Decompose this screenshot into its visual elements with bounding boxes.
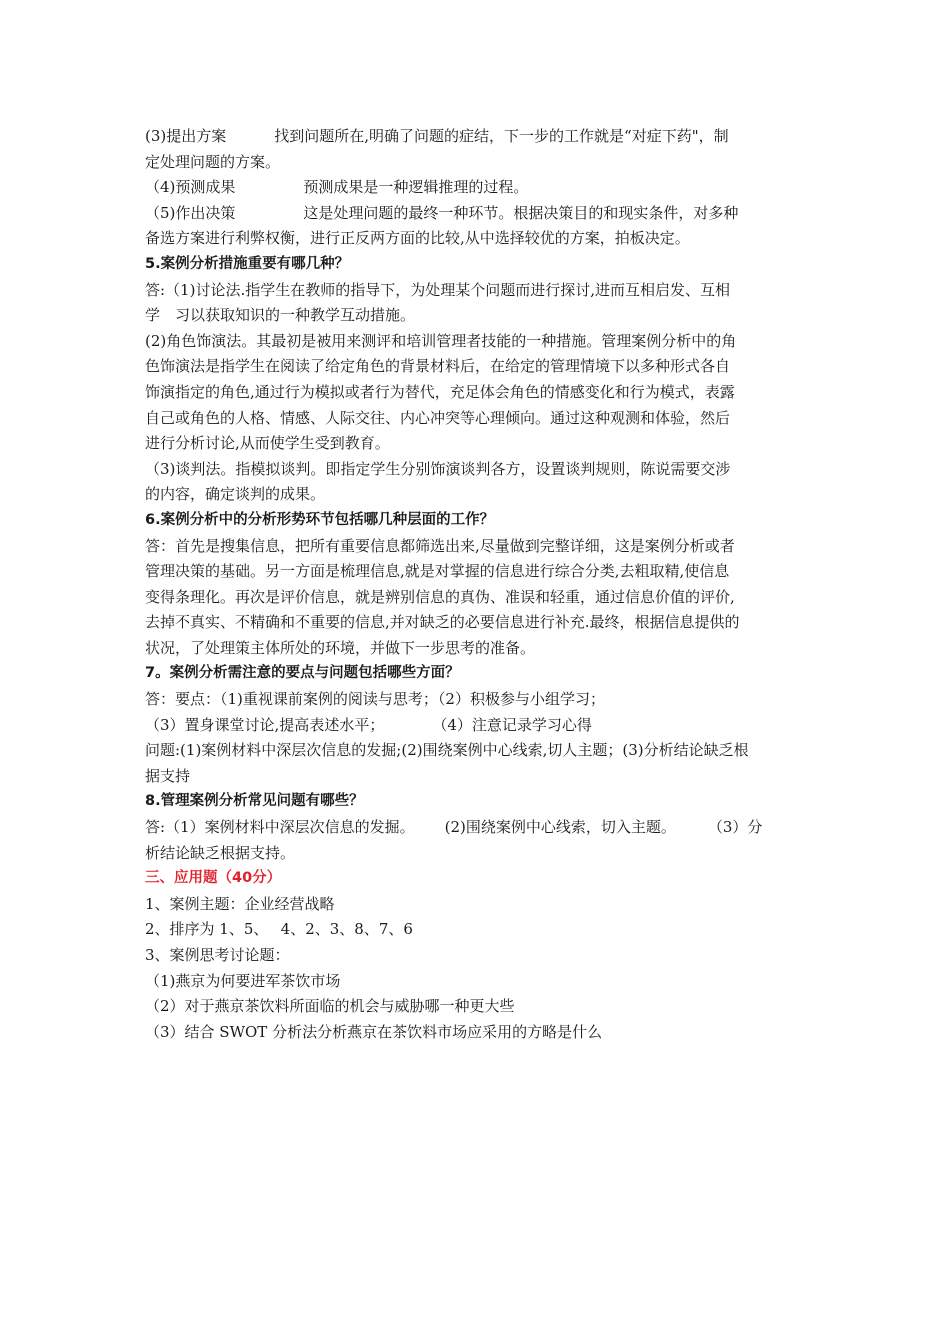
text-line: 状况，了处理策主体所处的环境，并做下一步思考的准备。 <box>145 638 536 657</box>
list-item: （2）对于燕京茶饮料所面临的机会与威胁哪一种更大些 <box>145 997 515 1016</box>
answer-part-3: （3）分 <box>707 818 763 837</box>
document-body <box>145 124 807 1045</box>
text-line: (2)角色饰演法。其最初是被用来测评和培训管理者技能的一种措施。管理案例分析中的角 <box>145 331 737 350</box>
question-7-heading: 7。案例分析需注意的要点与问题包括哪些方面？ <box>145 665 460 682</box>
text-line: 析结论缺乏根据支持。 <box>145 843 296 862</box>
text-line: 的内容，确定谈判的成果。 <box>145 485 326 504</box>
paragraph-step-4 <box>145 175 807 201</box>
list-item: 3、案例思考讨论题： <box>145 946 290 964</box>
point-4: （4）注意记录学习心得 <box>432 715 592 734</box>
text-line: 管理决策的基础。另一方面是梳理信息,就是对掌握的信息进行综合分类,去粗取精,使信息 <box>145 562 730 581</box>
text-line: 备选方案进行利弊权衡，进行正反两方面的比较,从中选择较优的方案，拍板决定。 <box>145 229 690 248</box>
list-item: （1)燕京为何要进军茶饮市场 <box>145 971 341 990</box>
text-line: 去掉不真实、不精确和不重要的信息,并对缺乏的必要信息进行补充.最终，根据信息提供的 <box>145 613 740 632</box>
step-4-label: （4)预测成果 <box>145 178 236 197</box>
answer-part-1: 答:（1）案例材料中深层次信息的发掘。 <box>145 818 415 837</box>
step-5-label: （5)作出决策 <box>145 203 236 222</box>
answer-line <box>145 815 807 841</box>
step-3-text: 找到问题所在,明确了问题的症结，下一步的工作就是“对症下药"，制 <box>274 127 729 145</box>
text-line: 问题:(1)案例材料中深层次信息的发掘;(2)围绕案例中心线索,切人主题；(3)分析结论缺乏根 <box>145 741 749 760</box>
section-3-heading: 三、应用题（40分） <box>145 870 282 887</box>
step-4-text: 预测成果是一种逻辑推理的过程。 <box>303 178 529 197</box>
text-line: 饰演指定的角色,通过行为模拟或者行为替代，充足体会角色的情感变化和行为模式，表露 <box>145 382 735 401</box>
paragraph-step-3 <box>145 124 807 150</box>
list-item: （3）结合 SWOT 分析法分析燕京在茶饮料市场应采用的方略是什么 <box>145 1022 603 1041</box>
text-line: 定处理问题的方案。 <box>145 152 281 171</box>
point-3: （3）置身课堂讨论,提高表述水平； <box>145 715 385 734</box>
question-5-heading: 5.案例分析措施重要有哪几种？ <box>145 255 350 272</box>
question-8-heading: 8.管理案例分析常见问题有哪些？ <box>145 793 364 810</box>
answer-part-2: (2)围绕案例中心线索，切入主题。 <box>444 818 676 837</box>
text-line: （3)谈判法。指模拟谈判。即指定学生分别饰演谈判各方，设置谈判规则，陈说需要交涉 <box>145 459 731 478</box>
list-item: 1、案例主题：企业经营战略 <box>145 894 335 913</box>
text-line: 色饰演法是指学生在阅读了给定角色的背景材料后，在给定的管理情境下以多种形式各自 <box>145 357 731 376</box>
question-6-heading: 6.案例分析中的分析形势环节包括哪几种层面的工作？ <box>145 511 495 528</box>
text-line: 进行分析讨论,从而使学生受到教育。 <box>145 434 390 453</box>
list-item: 2、排序为 1、5、 4、2、3、8、7、6 <box>145 920 413 939</box>
text-line: 答：首先是搜集信息，把所有重要信息都筛选出来,尽量做到完整详细，这是案例分析或者 <box>145 536 735 555</box>
step-3-label: (3)提出方案 <box>145 127 227 145</box>
text-line: 答：要点：（1)重视课前案例的阅读与思考；（2）积极参与小组学习； <box>145 690 605 709</box>
step-5-text: 这是处理问题的最终一种环节。根据决策目的和现实条件，对多种 <box>303 203 739 222</box>
points-line <box>145 713 807 739</box>
text-line: 学 习以获取知识的一种教学互动措施。 <box>145 306 416 325</box>
paragraph-step-5 <box>145 201 807 227</box>
text-line: 答:（1)讨论法.指学生在教师的指导下，为处理某个问题而进行探讨,进而互相启发、互相 <box>145 280 730 299</box>
text-line: 自己或角色的人格、情感、人际交往、内心冲突等心理倾向。通过这种观测和体验，然后 <box>145 408 731 427</box>
text-line: 据支持 <box>145 766 191 785</box>
text-line: 变得条理化。再次是评价信息，就是辨别信息的真伪、准误和轻重，通过信息价值的评价, <box>145 587 735 606</box>
